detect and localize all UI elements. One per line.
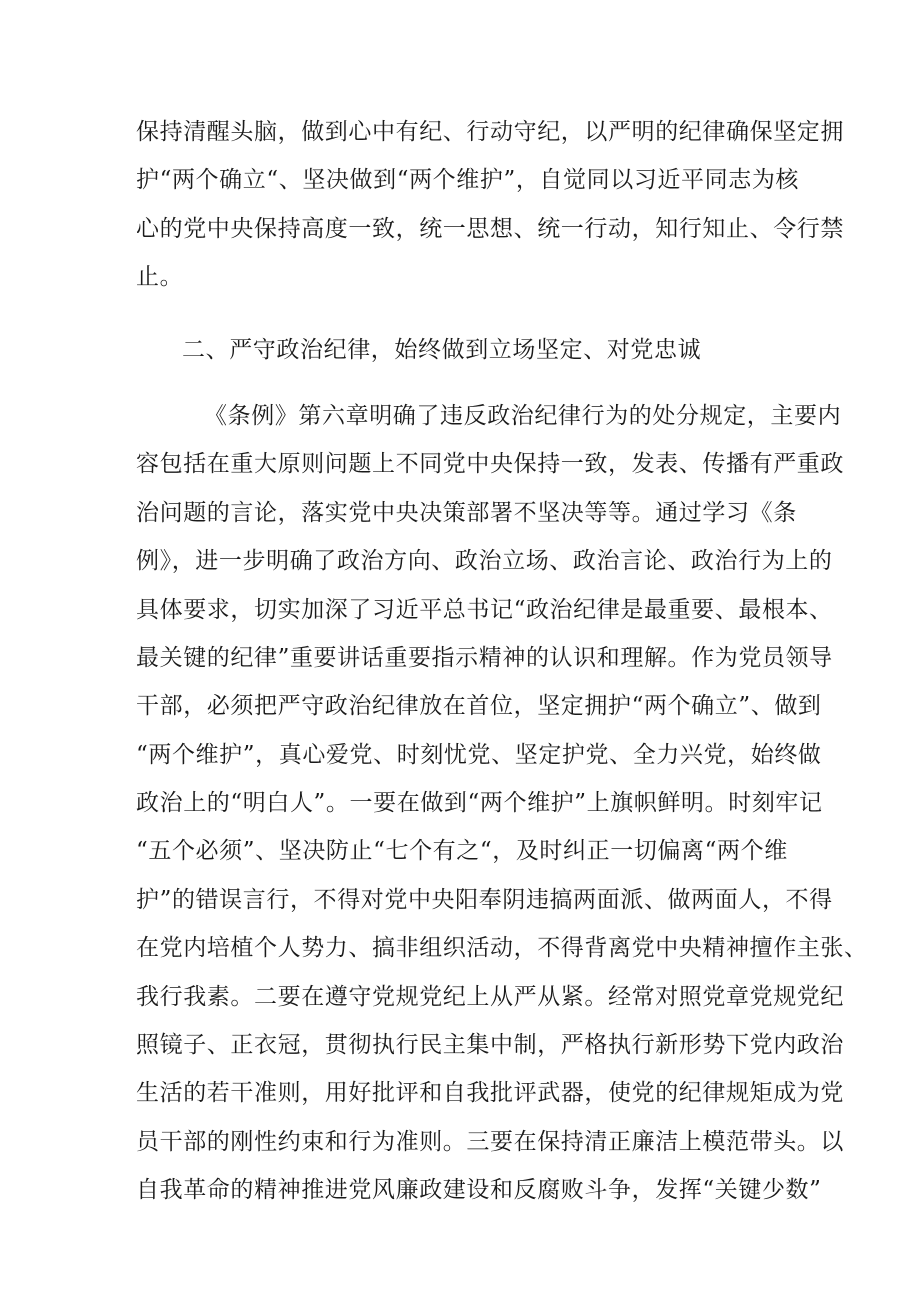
text-line: 生活的若干准则，用好批评和自我批评武器，使党的纪律规矩成为党 (136, 1080, 844, 1107)
section-heading-2: 二、严守政治纪律，始终做到立场坚定、对党忠诚 (182, 336, 702, 363)
text-line: 治问题的言论，落实党中央决策部署不坚决等等。通过学习《条 (136, 499, 797, 526)
text-line: “两个维护”，真心爱党、时刻忧党、坚定护党、全力兴党，始终做 (136, 741, 822, 768)
text-line: 心的党中央保持高度一致，统一思想、统一行动，知行知止、令行禁 (136, 215, 844, 242)
text-line: 具体要求，切实加深了习近平总书记“政治纪律是最重要、最根本、 (136, 596, 833, 623)
paragraph-1 (136, 108, 844, 302)
text-line: “五个必须”、坚决防止“七个有之“，及时纠正一切偏离“两个维 (136, 838, 788, 865)
text-line: 我行我素。二要在遵守党规党纪上从严从紧。经常对照党章党规党纪 (136, 983, 844, 1010)
paragraph-2 (136, 392, 868, 1215)
text-line: 自我革命的精神推进党风廉政建设和反腐败斗争，发挥“关键少数” (136, 1177, 822, 1204)
text-line: 干部，必须把严守政治纪律放在首位，坚定拥护“两个确立”、做到 (136, 693, 822, 720)
text-line: 员干部的刚性约束和行为准则。三要在保持清正廉洁上模范带头。以 (136, 1128, 844, 1155)
text-line: 容包括在重大原则问题上不同党中央保持一致，发表、传播有严重政 (136, 451, 844, 478)
text-line: 《条例》第六章明确了违反政治纪律行为的处分规定，主要内 (204, 402, 842, 429)
text-line: 止。 (136, 264, 184, 291)
text-line: 照镜子、正衣冠，贯彻执行民主集中制，严格执行新形势下党内政治 (136, 1032, 844, 1059)
text-line: 例》，进一步明确了政治方向、政治立场、政治言论、政治行为上的 (136, 548, 833, 575)
text-line: 在党内培植个人势力、搞非组织活动，不得背离党中央精神擅作主张、 (136, 935, 868, 962)
text-line: 政治上的“明白人”。一要在做到“两个维护”上旗帜鲜明。时刻牢记 (136, 790, 823, 817)
text-line: 保持清醒头脑，做到心中有纪、行动守纪，以严明的纪律确保坚定拥 (136, 119, 844, 145)
text-line: 护“两个确立“、坚决做到“两个维护”，自觉同以习近平同志为核 (136, 167, 800, 194)
text-line: 最关键的纪律”重要讲话重要指示精神的认识和理解。作为党员领导 (136, 644, 833, 671)
text-line: 护”的错误言行，不得对党中央阳奉阴违搞两面派、做两面人，不得 (136, 886, 833, 913)
document-body (136, 108, 868, 1215)
